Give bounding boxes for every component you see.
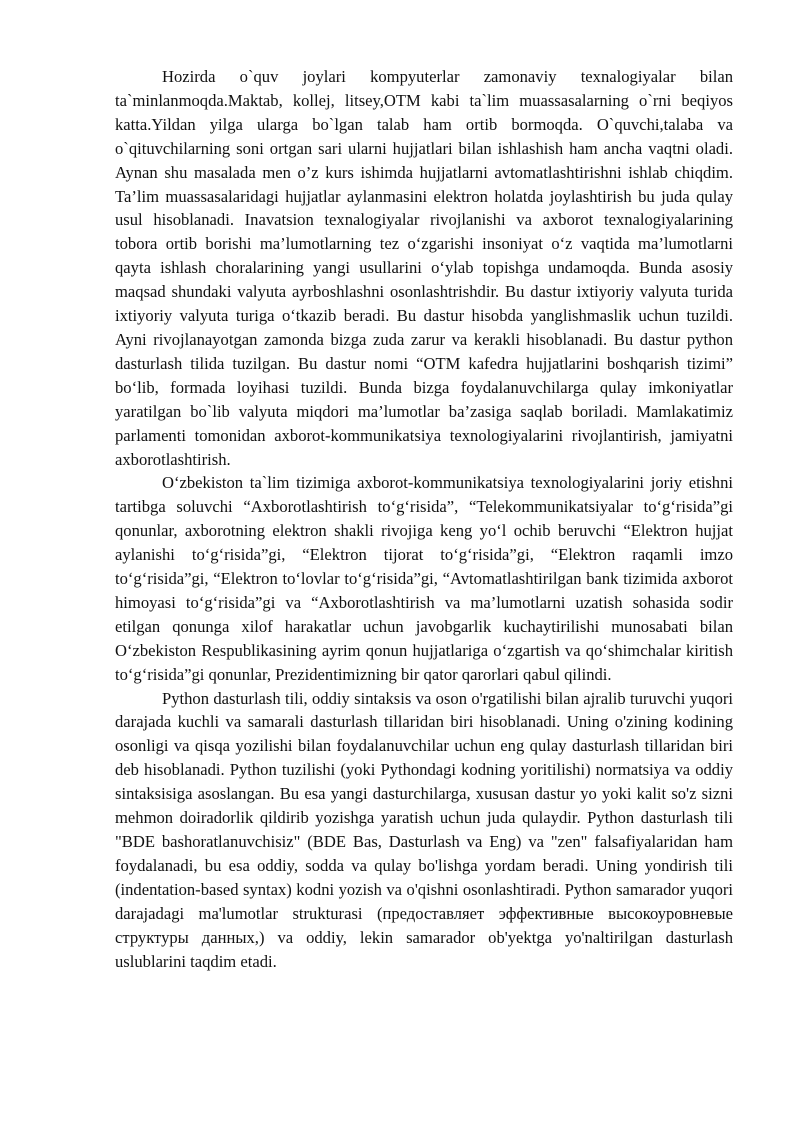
paragraph-intro: Hozirda o`quv joylari kompyuterlar zamonaviy texnalogiyalar bilan ta`minlanmoqda.Maktab, kollej, litsey,OTM kabi ta`lim muassasalarning o`rni beqiyos katta.Yildan yilga ularga bo`lgan talab ham ortib bormoqda. O`quvchi,talaba va o`qituvchilarning soni ortgan sari ularni hujjatlari bilan ishlashish ham ancha vaqtni oladi. Aynan shu masalada men o’z kurs ishimda hujjatlarni avtomatlashtirishni ishlab chiqdim. Ta’lim muassasalaridagi hujjatlar aylanmasini elektron holatda joylashtirish bu juda qulay usul hisoblanadi. Inavatsion texnalogiyalar rivojlanishi va axborot texnalogiyalarining tobora ortib borishi ma’lumotlarning tez o‘zgarishi insoniyat o‘z vaqtida ma’lumotlarni qayta ishlash choralarining yangi usullarini o‘ylab topishga undamoqda. Bunda asosiy maqsad shundaki valyuta ayrboshlashni osonlashtrishdir. Bu dastur ixtiyoriy valyuta turida ixtiyoriy valyuta turiga o‘tkazib beradi. Bu dastur hisobda yanglishmaslik uchun tuzildi. Ayni rivojlanayotgan zamonda bizga zuda zarur va kerakli hisoblanadi. Bu dastur python dasturlash tilida tuzilgan. Bu dastur nomi “OTM kafedra hujjatlarini boshqarish tizimi” bo‘lib, formada loyihasi tuzildi. Bunda bizga foydalanuvchilarga qulay imkoniyatlar yaratilgan bo`lib valyuta miqdori ma’lumotlar ba’zasiga saqlab boriladi. Mamlakatimiz parlamenti tomonidan axborot-kommunikatsiya texnologiyalarini rivojlantirish, jamiyatni axborotlashtirish. xyxy=(115,67,733,469)
paragraph-legislation: O‘zbekiston ta`lim tizimiga axborot-kommunikatsiya texnologiyalarini joriy etishni tartibga soluvchi “Axborotlashtirish to‘g‘risida”, “Telekommunikatsiyalar to‘g‘risida”gi qonunlar, axborotning elektron shakli rivojiga keng yo‘l ochib beruvchi “Elektron hujjat aylanishi to‘g‘risida”gi, “Elektron tijorat to‘g‘risida”gi, “Elektron raqamli imzo to‘g‘risida”gi, “Elektron to‘lovlar to‘g‘risida”gi, “Avtomatlashtirilgan bank tizimida axborot himoyasi to‘g‘risida”gi va “Axborotlashtirish va ma’lumotlarni uzatish sohasida sodir etilgan qonunga xilof harakatlar uchun javobgarlik kuchaytirilishi munosabati bilan O‘zbekiston Respublikasining ayrim qonun hujjatlariga o‘zgartish va qo‘shimchalar kiritish to‘g‘risida”gi qonunlar, Prezidentimizning bir qator qarorlari qabul qilindi. xyxy=(115,473,733,684)
paragraph-python: Python dasturlash tili, oddiy sintaksis va oson o'rgatilishi bilan ajralib turuvchi yuqori darajada kuchli va samarali dasturlash tillaridan biri hisoblanadi. Uning o'zining kodining osonligi va qisqa yozilishi bilan foydalanuvchilar uchun eng qulay dasturlash tillaridan biri deb hisoblanadi. Python tuzilishi (yoki Pythondagi kodning yoritilishi) normatsiya va oddiy sintaksisiga asoslangan. Bu esa yangi dasturchilarga, xususan dastur yo yoki kalit so'z sizni mehmon doiradorlik qildirib yozishga yaratish uchun juda qulaydir. Python dasturlash tili "BDE bashoratlanuvchisiz" (BDE Bas, Dasturlash va Eng) va "zen" falsafiyalaridan ham foydalanadi, bu esa oddiy, sodda va qulay bo'lishga yordam beradi. Uning yondirish tili (indentation-based syntax) kodni yozish va o'qishni osonlashtiradi. Python samarador yuqori darajadagi ma'lumotlar strukturasi (предоставляет эффективные высокоуровневые структуры данных,) va oddiy, lekin samarador ob'yektga yo'naltirilgan dasturlash uslublarini taqdim etadi. xyxy=(115,688,733,971)
document-page xyxy=(115,65,733,973)
